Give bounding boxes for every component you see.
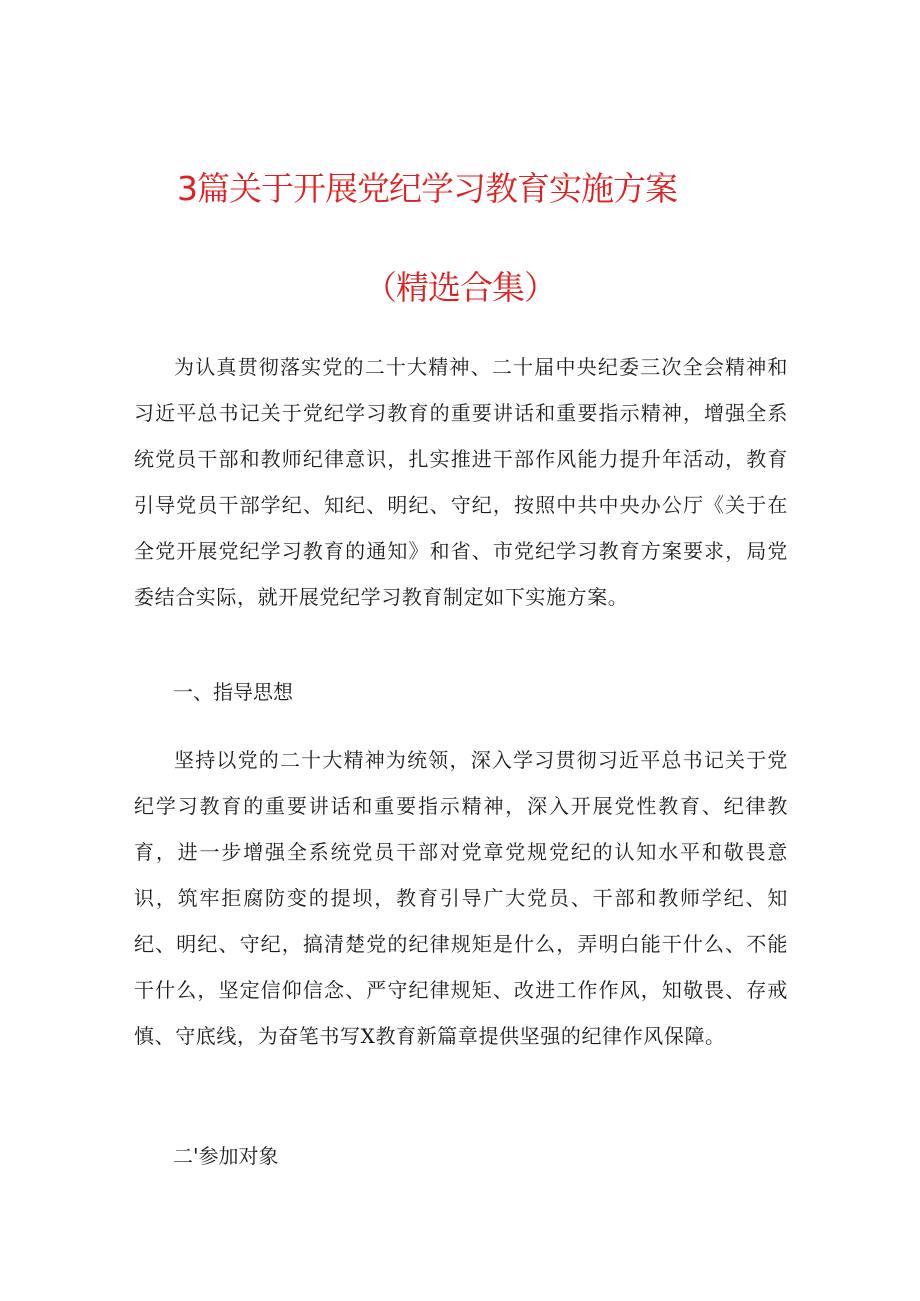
section-heading-participants: 二'参加对象 bbox=[173, 1144, 279, 1168]
section-heading-guiding-ideology: 一、指导思想 bbox=[173, 680, 293, 704]
intro-paragraph: 为认真贯彻落实党的二十大精神、二十届中央纪委三次全会精神和习近平总书记关于党纪学习教育的重要讲话和重要指示精神，增强全系统党员干部和教师纪律意识，扎实推进干部作风能力提升年活动，教育引导党员干部学纪、知纪、明纪、守纪，按照中共中央办公厅《关于在全党开展党纪学习教育的通知》和省、市党纪学习教育方案要求，局党委结合实际，就开展党纪学习教育制定如下实施方案。 bbox=[134, 355, 788, 609]
document-title: 3篇关于开展党纪学习教育实施方案 bbox=[177, 169, 677, 208]
guiding-ideology-paragraph: 坚持以党的二十大精神为统领，深入学习贯彻习近平总书记关于党纪学习教育的重要讲话和重要指示精神，深入开展党性教育、纪律教育，进一步增强全系统党员干部对党章党规党纪的认知水平和敬畏意识，筑牢拒腐防变的提坝，教育引导广大党员、干部和教师学纪、知纪、明纪、守纪，搞清楚党的纪律规矩是什么，弄明白能干什么、不能干什么，坚定信仰信念、严守纪律规矩、改进工作作风，知敬畏、存戒慎、守底线，为奋笔书写X教育新篇章提供坚强的纪律作风保障。 bbox=[134, 748, 788, 1048]
document-subtitle: （精选合集） bbox=[364, 268, 556, 307]
